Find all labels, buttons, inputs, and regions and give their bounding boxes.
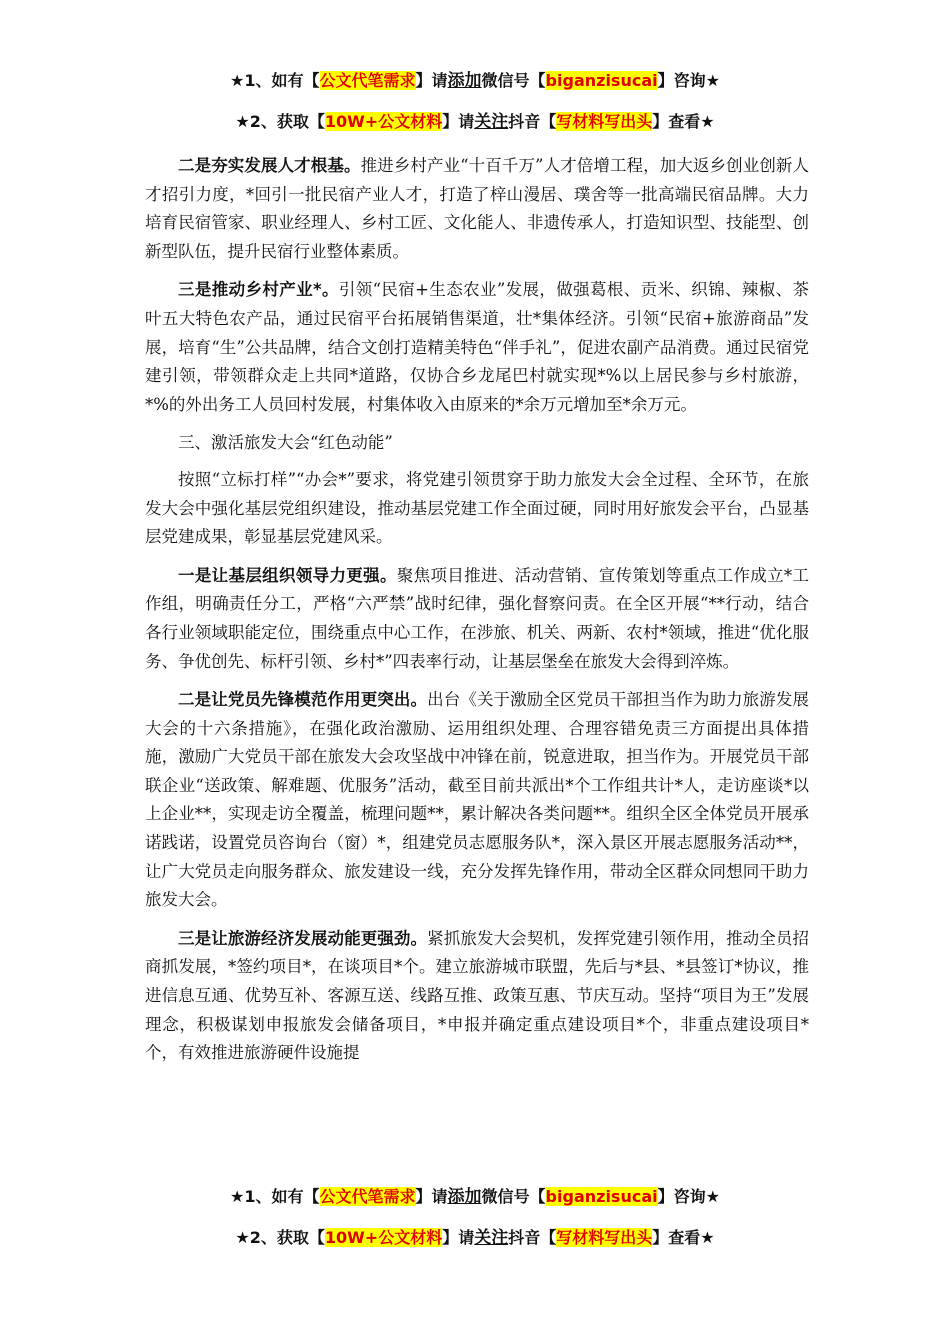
douyin-account-highlight: 写材料写出头 [556,112,653,131]
banner-text: 】查看★ [652,1228,715,1247]
section-heading [145,429,809,458]
paragraph-text: 出台《关于激励全区党员干部担当作为助力旅游发展大会的十六条措施》，在强化政治激励、运用组织处理、合理容错免责三方面提出具体措施，激励广大党员干部在旅发大会攻坚战中冲锋在前，锐意进取，担当作为。开展党员干部联企业“送政策、解难题、优服务”活动，截至目前共派出*个工作组共计*人，走访座谈*以上企业**，实现走访全覆盖，梳理问题**，累计解决各类问题**。组织全区全体党员开展承诺践诺，设置党员咨询台（窗）*，组建党员志愿服务队*，深入景区开展志愿服务活动**，让广大党员走向服务群众、旅发建设一线，充分发挥先锋作用，带动全区群众同想同干助力旅发大会。 [145,690,810,910]
banner-text: ★1、如有【 [230,1187,320,1206]
banner-text: 】请 [442,112,475,131]
banner-text: 】咨询★ [657,1187,720,1206]
banner-text: 】咨询★ [657,71,720,90]
underlined-text: 添加 [447,71,482,91]
paragraph [145,562,809,676]
banner-text: 抖音【 [508,112,557,131]
banner-text: ★2、获取【 [235,112,325,131]
paragraph [145,466,809,552]
paragraph-text: 紧抓旅发大会契机，发挥党建引领作用，推动全员招商抓发展，*签约项目*，在谈项目*个。建立旅游城市联盟，先后与*县、*县签订*协议，推进信息互通、优势互补、客源互送、线路互推、政策互惠、节庆互动。坚持“项目为王”发展理念，积极谋划申报旅发会储备项目，*申报并确定重点建设项目*个，非重点建设项目*个，有效推进旅游硬件设施提 [145,928,810,1063]
document-body [145,152,809,1078]
banner-text: ★2、获取【 [235,1228,325,1247]
banner-text: 抖音【 [508,1228,557,1247]
section-heading-text: 三、激活旅发大会“红色动能” [178,433,393,453]
paragraph [145,925,809,1068]
wechat-id-highlight: biganzisucai [545,71,658,90]
banner-text: 】请 [415,1187,448,1206]
banner-text: 微信号【 [481,71,546,90]
paragraph-text: 引领“民宿+生态农业”发展，做强葛根、贡米、织锦、辣椒、茶叶五大特色农产品，通过民宿平台拓展销售渠道，壮*集体经济。引领“民宿+旅游商品”发展，培育“生”公共品牌，结合文创打造精美特色“伴手礼”，促进农副产品消费。通过民宿党建引领，带领群众走上共同*道路，仅协合乡龙尾巴村就实现*%以上居民参与乡村旅游，*%的外出务工人员回村发展，村集体收入由原来的*余万元增加至*余万元。 [145,280,809,414]
highlight-text: 10W+公文材料 [324,112,443,131]
paragraph-text: 聚焦项目推进、活动营销、宣传策划等重点工作成立*工作组，明确责任分工，严格“六严禁”战时纪律，强化督察问责。在全区开展“**行动，结合各行业领域职能定位，围绕重点中心工作，在涉旅、机关、两新、农村*领域，推进“优化服务、争优创先、标杆引领、乡村*”四表率行动，让基层堡垒在旅发大会得到淬炼。 [145,565,810,671]
promo-banner-line-2 [0,111,950,133]
highlight-text: 公文代笔需求 [319,1187,416,1206]
promo-banner-line-2 [0,1227,950,1249]
highlight-text: 公文代笔需求 [319,71,416,90]
highlight-text: 10W+公文材料 [324,1228,443,1247]
banner-text: 】请 [415,71,448,90]
paragraph [145,152,809,266]
douyin-account-highlight: 写材料写出头 [556,1228,653,1247]
underlined-text: 关注 [474,112,509,132]
underlined-text: 添加 [447,1187,482,1207]
paragraph-lead: 二是让党员先锋模范作用更突出。 [178,690,428,710]
banner-text: 】请 [442,1228,475,1247]
banner-text: 】查看★ [652,112,715,131]
paragraph-text: 按照“立标打样”“办会*”要求，将党建引领贯穿于助力旅发大会全过程、全环节，在旅发大会中强化基层党组织建设，推动基层党建工作全面过硬，同时用好旅发会平台，凸显基层党建成果，彰显基层党建风采。 [145,469,809,547]
promo-banner-line-1 [0,1186,950,1208]
paragraph-lead: 二是夯实发展人才根基。 [178,156,361,175]
paragraph-lead: 三是推动乡村产业*。 [178,280,339,300]
paragraph [145,686,809,915]
paragraph [145,276,809,419]
paragraph-lead: 三是让旅游经济发展动能更强劲。 [178,928,428,948]
paragraph-lead: 一是让基层组织领导力更强。 [178,565,397,585]
paragraph-text: 推进乡村产业“十百千万”人才倍增工程，加大返乡创业创新人才招引力度，*回引一批民宿产业人才，打造了梓山漫居、璞舍等一批高端民宿品牌。大力培育民宿管家、职业经理人、乡村工匠、文化能人、非遗传承人，打造知识型、技能型、创新型队伍，提升民宿行业整体素质。 [145,156,810,261]
promo-banner-line-1 [0,70,950,92]
wechat-id-highlight: biganzisucai [545,1187,658,1206]
underlined-text: 关注 [474,1228,509,1248]
banner-text: 微信号【 [481,1187,546,1206]
banner-text: ★1、如有【 [230,71,320,90]
